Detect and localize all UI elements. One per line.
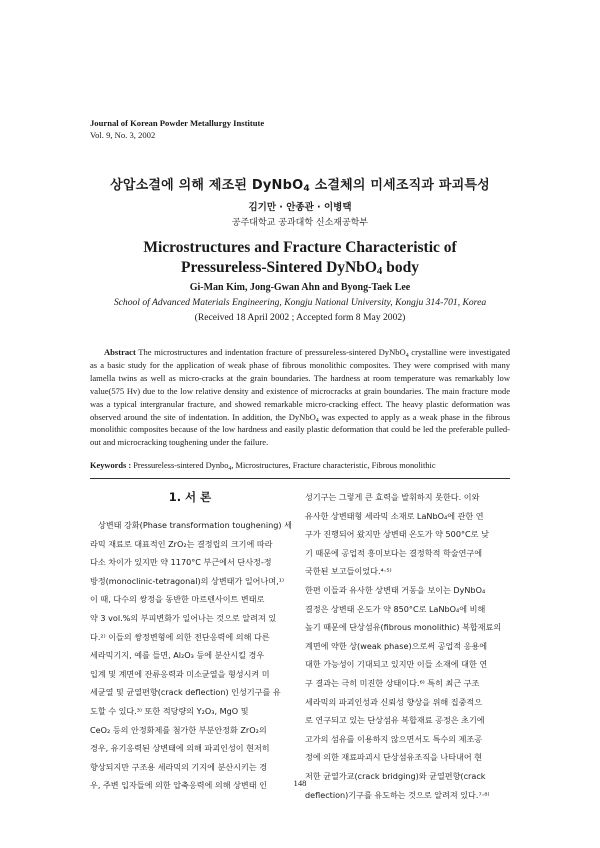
body-line: 고가의 섬유를 이용하지 않으면서도 특수의 제조공	[305, 733, 483, 744]
abstract-text-a: The microstructures and indentation fracture of pressureless-sintered DyNbO	[135, 347, 406, 357]
english-affiliation: School of Advanced Materials Engineering, Kongju National University, Kongju 314-701, Korea	[113, 297, 487, 308]
body-column-right	[305, 488, 517, 804]
abstract-label: Abstract	[104, 347, 136, 357]
abstract-text-c: was expected to apply as a weak phase in the fibrous monolithic composites because of the low hardness and easily plastic deformation that could be led the preferable pulled-out and microcracking toughening under the failure.	[90, 411, 511, 448]
body-line: deflection)기구를 유도하는 것으로 알려져 있다.⁷·⁸⁾	[305, 789, 490, 800]
body-line: 도할 수 있다.³⁾ 또한 적당량의 Y₂O₃, MgO 및	[90, 705, 249, 716]
body-line: CeO₂ 등의 안정화제를 첨가한 부분안정화 ZrO₂의	[90, 724, 267, 735]
abstract-text-b: crystalline were investigated as a basic study for the application of weak phase of fibrous monolithic composites. They were comprised with many lamella twins as well as micro-cracks at the grain boundaries. The hardness at room temperature was remarkably low value(575 Hv) due to the low relative density and existence of microcracks at grain boundaries. The main fracture mode was a typical intergranular fracture, and showed remarkable micro-cracking effect. The heavy plastic deformation was observed around the site of indentation. In addition, the DyNbO	[90, 347, 510, 422]
body-column-left	[90, 516, 293, 795]
keywords-text-end: , Microstructures, Fracture characteristic, Fibrous monolithic	[231, 461, 436, 470]
body-line: 우, 주변 입자들에 의한 압축응력에 의해 상변태 인	[90, 780, 267, 791]
korean-authors: 김기만 · 안종관 · 이병택	[248, 202, 352, 213]
body-line: 한편 이들과 유사한 상변태 거동을 보이는 DyNbO₄	[305, 584, 486, 595]
body-line: 대한 가능성이 기대되고 있지만 이들 소재에 대한 연	[305, 659, 488, 670]
korean-title	[0, 174, 600, 193]
body-line: 유사한 상변태형 세라믹 소재로 LaNbO₄에 관한 연	[305, 510, 484, 521]
body-line: 경우, 유기응력된 상변태에 의해 파괴인성이 현저히	[90, 743, 270, 754]
body-line: 국한된 보고들이었다.⁴·⁵⁾	[305, 566, 392, 577]
journal-header	[90, 117, 264, 141]
body-line: 라믹 재료로 대표적인 ZrO₂는 결정립의 크기에 따라	[90, 538, 273, 549]
body-line: 세균열 및 균열편향(crack deflection) 인성기구를 유	[90, 687, 281, 698]
body-line: 다.²⁾ 이들의 쌍정변형에 의한 전단응력에 의해 다른	[90, 631, 270, 642]
korean-affiliation: 공주대학교 공과대학 신소재공학부	[231, 218, 369, 228]
journal-name: Journal of Korean Powder Metallurgy Institute	[90, 118, 265, 128]
body-line: 로 연구되고 있는 단상섬유 복합재료 공정은 초기에	[305, 715, 485, 726]
body-line: 이 때, 다수의 쌍정을 동반한 마르텐사이트 변태로	[90, 594, 265, 605]
keywords	[90, 460, 510, 472]
english-title	[0, 238, 600, 278]
body-line: 구가 진행되어 왔지만 상변태 온도가 약 500°C로 낮	[305, 529, 489, 540]
body-line: 약 3 vol.%의 부피변화가 일어나는 것으로 알려져 있	[90, 612, 277, 623]
keywords-subscript: 4	[228, 466, 232, 472]
abstract-sub-a: 4	[405, 353, 409, 359]
korean-title-subscript: 4	[303, 184, 310, 194]
body-line: 높기 때문에 단상섬유(fibrous monolithic) 복합재료의	[305, 622, 502, 633]
body-line: 계면에 약한 상(weak phase)으로써 공업적 응용에	[305, 640, 488, 651]
keywords-text: Pressureless-sintered Dynbo	[131, 461, 229, 470]
korean-title-text-end: 소결체의 미세조직과 파괴특성	[309, 178, 490, 193]
abstract-sub-b: 4	[315, 417, 319, 424]
page-number: 148	[293, 778, 307, 788]
keywords-label: Keywords :	[90, 461, 132, 470]
body-line: 정에 의한 재료파괴시 단상섬유조직을 나타내어 현	[305, 752, 483, 763]
section-heading: 1. 서 론	[168, 490, 212, 504]
body-line: 저한 균열가교(crack bridging)와 균열편향(crack	[305, 770, 486, 781]
body-line: 결정은 상변태 온도가 약 850°C로 LaNbO₄에 비해	[305, 603, 486, 614]
body-line: 입계 및 계면에 잔류응력과 미소균열을 형성시켜 미	[90, 668, 270, 679]
body-line: 세라믹의 파괴인성과 신뢰성 향상을 위해 집중적으	[305, 696, 483, 707]
divider-rule	[90, 478, 510, 479]
body-line: 다소 차이가 있지만 약 1170°C 부근에서 단사정-정	[90, 557, 272, 568]
english-title-line2-end: body	[382, 259, 419, 276]
body-line: 세라믹기지, 예를 들면, Al₂O₃ 등에 분산시킬 경우	[90, 650, 265, 661]
body-line: 향상되지만 구조용 세라믹의 기지에 분산시키는 경	[90, 761, 268, 772]
body-line: 성기구는 그렇게 큰 효력을 발휘하지 못한다. 이와	[305, 492, 480, 502]
english-title-line1: Microstructures and Fracture Characteristic of	[143, 239, 457, 256]
body-line: 기 때문에 공업적 흥미보다는 결정학적 학술연구에	[305, 547, 483, 558]
english-title-line2	[0, 258, 600, 278]
body-line: 구 결과는 극히 미진한 상태이다.⁶⁾ 특히 최근 구조	[305, 677, 480, 688]
body-line: 방정(monoclinic-tetragonal)의 상변태가 일어나며,¹⁾	[90, 575, 284, 586]
journal-volume: Vol. 9, No. 3, 2002	[90, 130, 156, 140]
english-title-subscript: 4	[376, 265, 383, 277]
received-dates: (Received 18 April 2002 ; Accepted form 8 May 2002)	[194, 312, 406, 323]
body-line: 상변태 강화(Phase transformation toughening) 세	[98, 520, 292, 530]
english-title-line2-text: Pressureless-Sintered DyNbO	[181, 259, 377, 276]
korean-title-text: 상압소결에 의해 제조된 DyNbO	[110, 178, 304, 193]
english-authors: Gi-Man Kim, Jong-Gwan Ahn and Byong-Taek Lee	[189, 282, 411, 293]
abstract	[90, 346, 510, 449]
